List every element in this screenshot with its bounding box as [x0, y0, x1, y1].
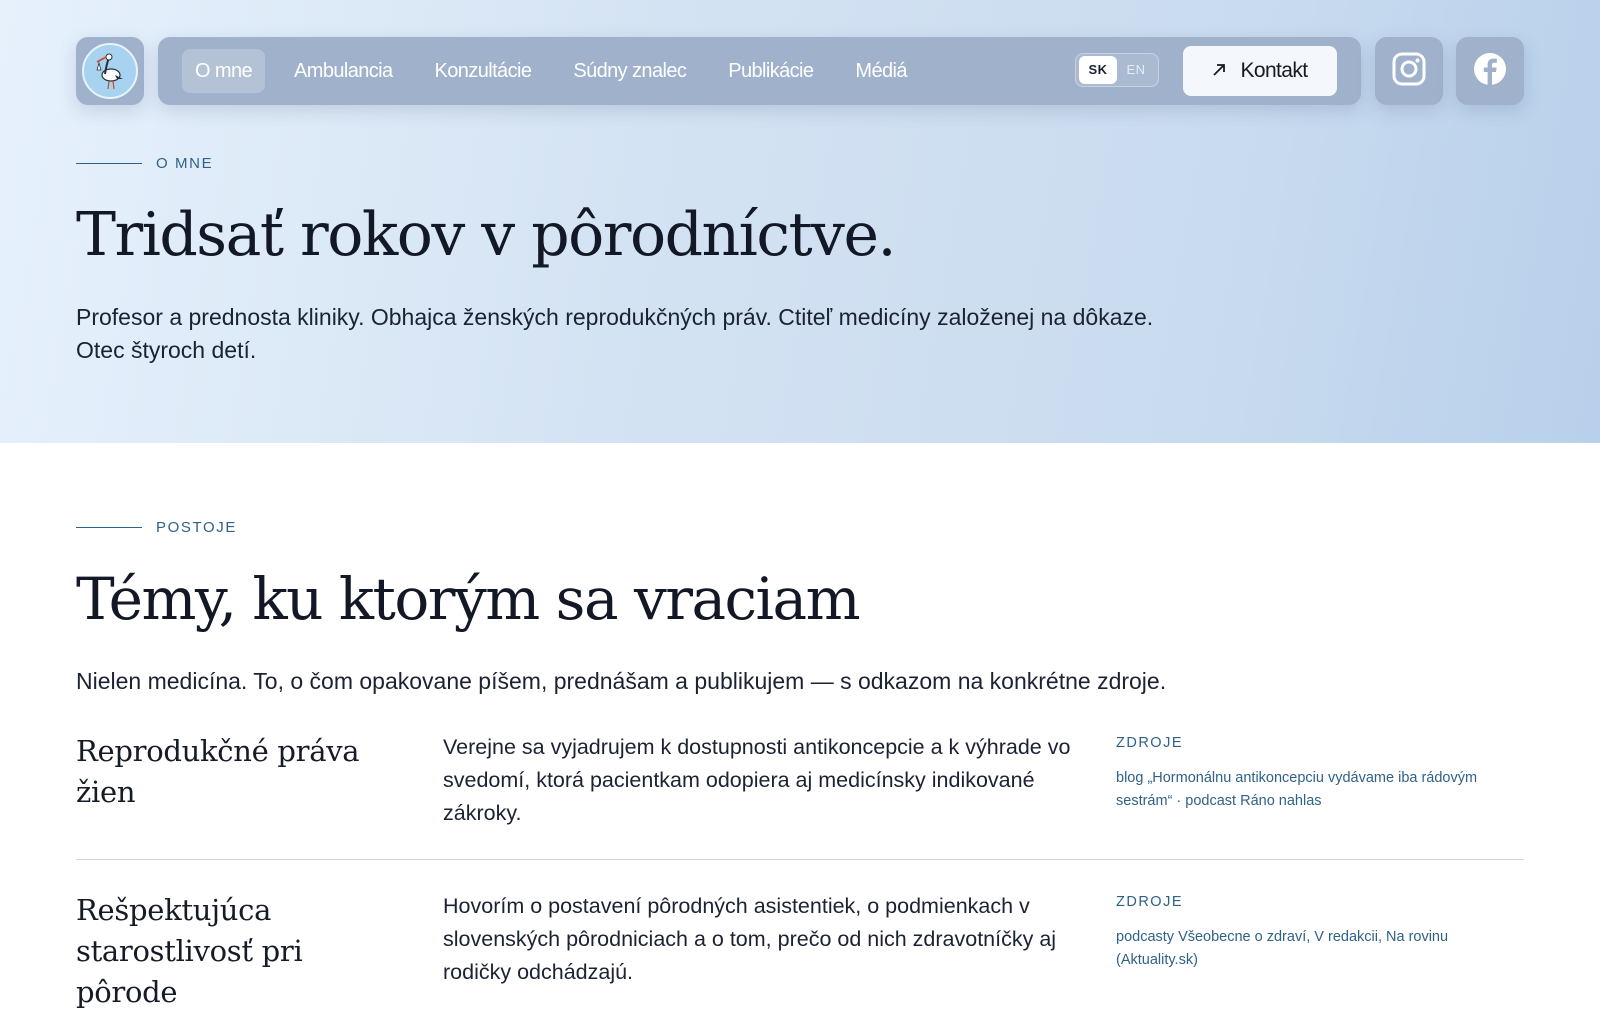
- sources-label: ZDROJE: [1116, 894, 1183, 910]
- sources-links[interactable]: blog „Hormonálnu antikoncepciu vydávame iba rádovým sestrám“ · podcast Ráno nahlas: [1116, 770, 1478, 809]
- hero-title: Tridsať rokov v pôrodníctve.: [76, 200, 896, 270]
- nav-items: [182, 49, 936, 93]
- nav-item-media[interactable]: Médiá: [855, 60, 907, 82]
- eyebrow-line: [76, 163, 142, 165]
- instagram-button[interactable]: [1375, 37, 1443, 105]
- section-title: Témy, ku ktorým sa vraciam: [76, 565, 860, 633]
- arrow-up-right-icon: [1212, 59, 1226, 83]
- instagram-icon: [1391, 51, 1427, 92]
- topic-title: Rešpektujúca starostlivosť pri pôrode: [76, 893, 303, 1009]
- topic-title: Reprodukčné práva žien: [76, 734, 360, 809]
- sources-label: ZDROJE: [1116, 735, 1183, 751]
- contact-button[interactable]: [1183, 46, 1337, 96]
- hero-subtitle: Profesor a prednosta kliniky. Obhajca ženských reprodukčných práv. Ctiteľ medicíny založenej na dôkaze. Otec štyroch detí.: [76, 304, 1154, 363]
- main-navbar: [158, 37, 1361, 105]
- facebook-icon: [1472, 51, 1508, 92]
- lang-sk-button[interactable]: SK: [1079, 56, 1117, 84]
- section-eyebrow: [76, 519, 237, 536]
- nav-item-publikacie[interactable]: Publikácie: [728, 60, 814, 82]
- topic-description: Verejne sa vyjadrujem k dostupnosti antikoncepcie a k výhrade vo svedomí, ktorá pacientkam odopiera aj medicínsky indikované zákroky.: [443, 735, 1071, 825]
- nav-item-sudny-znalec[interactable]: Súdny znalec: [573, 60, 687, 82]
- sources-links[interactable]: podcasty Všeobecne o zdraví, V redakcii, Na rovinu (Aktuality.sk): [1116, 929, 1449, 968]
- section-subtitle: Nielen medicína. To, o čom opakovane píšem, prednášam a publikujem — s odkazom na konkrétne zdroje.: [76, 668, 1167, 694]
- facebook-button[interactable]: [1456, 37, 1524, 105]
- eyebrow-line: [76, 527, 142, 529]
- topic-divider: [76, 859, 1524, 860]
- section-eyebrow-text: POSTOJE: [156, 519, 237, 536]
- nav-item-o-mne[interactable]: O mne: [182, 49, 265, 93]
- lang-en-button[interactable]: EN: [1126, 62, 1146, 77]
- hero-eyebrow: [76, 155, 213, 172]
- nav-item-konzultacie[interactable]: Konzultácie: [434, 60, 532, 82]
- nav-item-ambulancia[interactable]: Ambulancia: [294, 60, 393, 82]
- contact-label: Kontakt: [1240, 59, 1308, 82]
- stork-logo: [82, 43, 138, 99]
- logo-tile[interactable]: [76, 37, 144, 105]
- hero-eyebrow-text: O MNE: [156, 155, 214, 172]
- topic-description: Hovorím o postavení pôrodných asistentiek, o podmienkach v slovenských pôrodniciach a o tom, prečo od nich zdravotníčky aj rodičky odchádzajú.: [443, 894, 1057, 984]
- language-switcher: [1075, 53, 1159, 87]
